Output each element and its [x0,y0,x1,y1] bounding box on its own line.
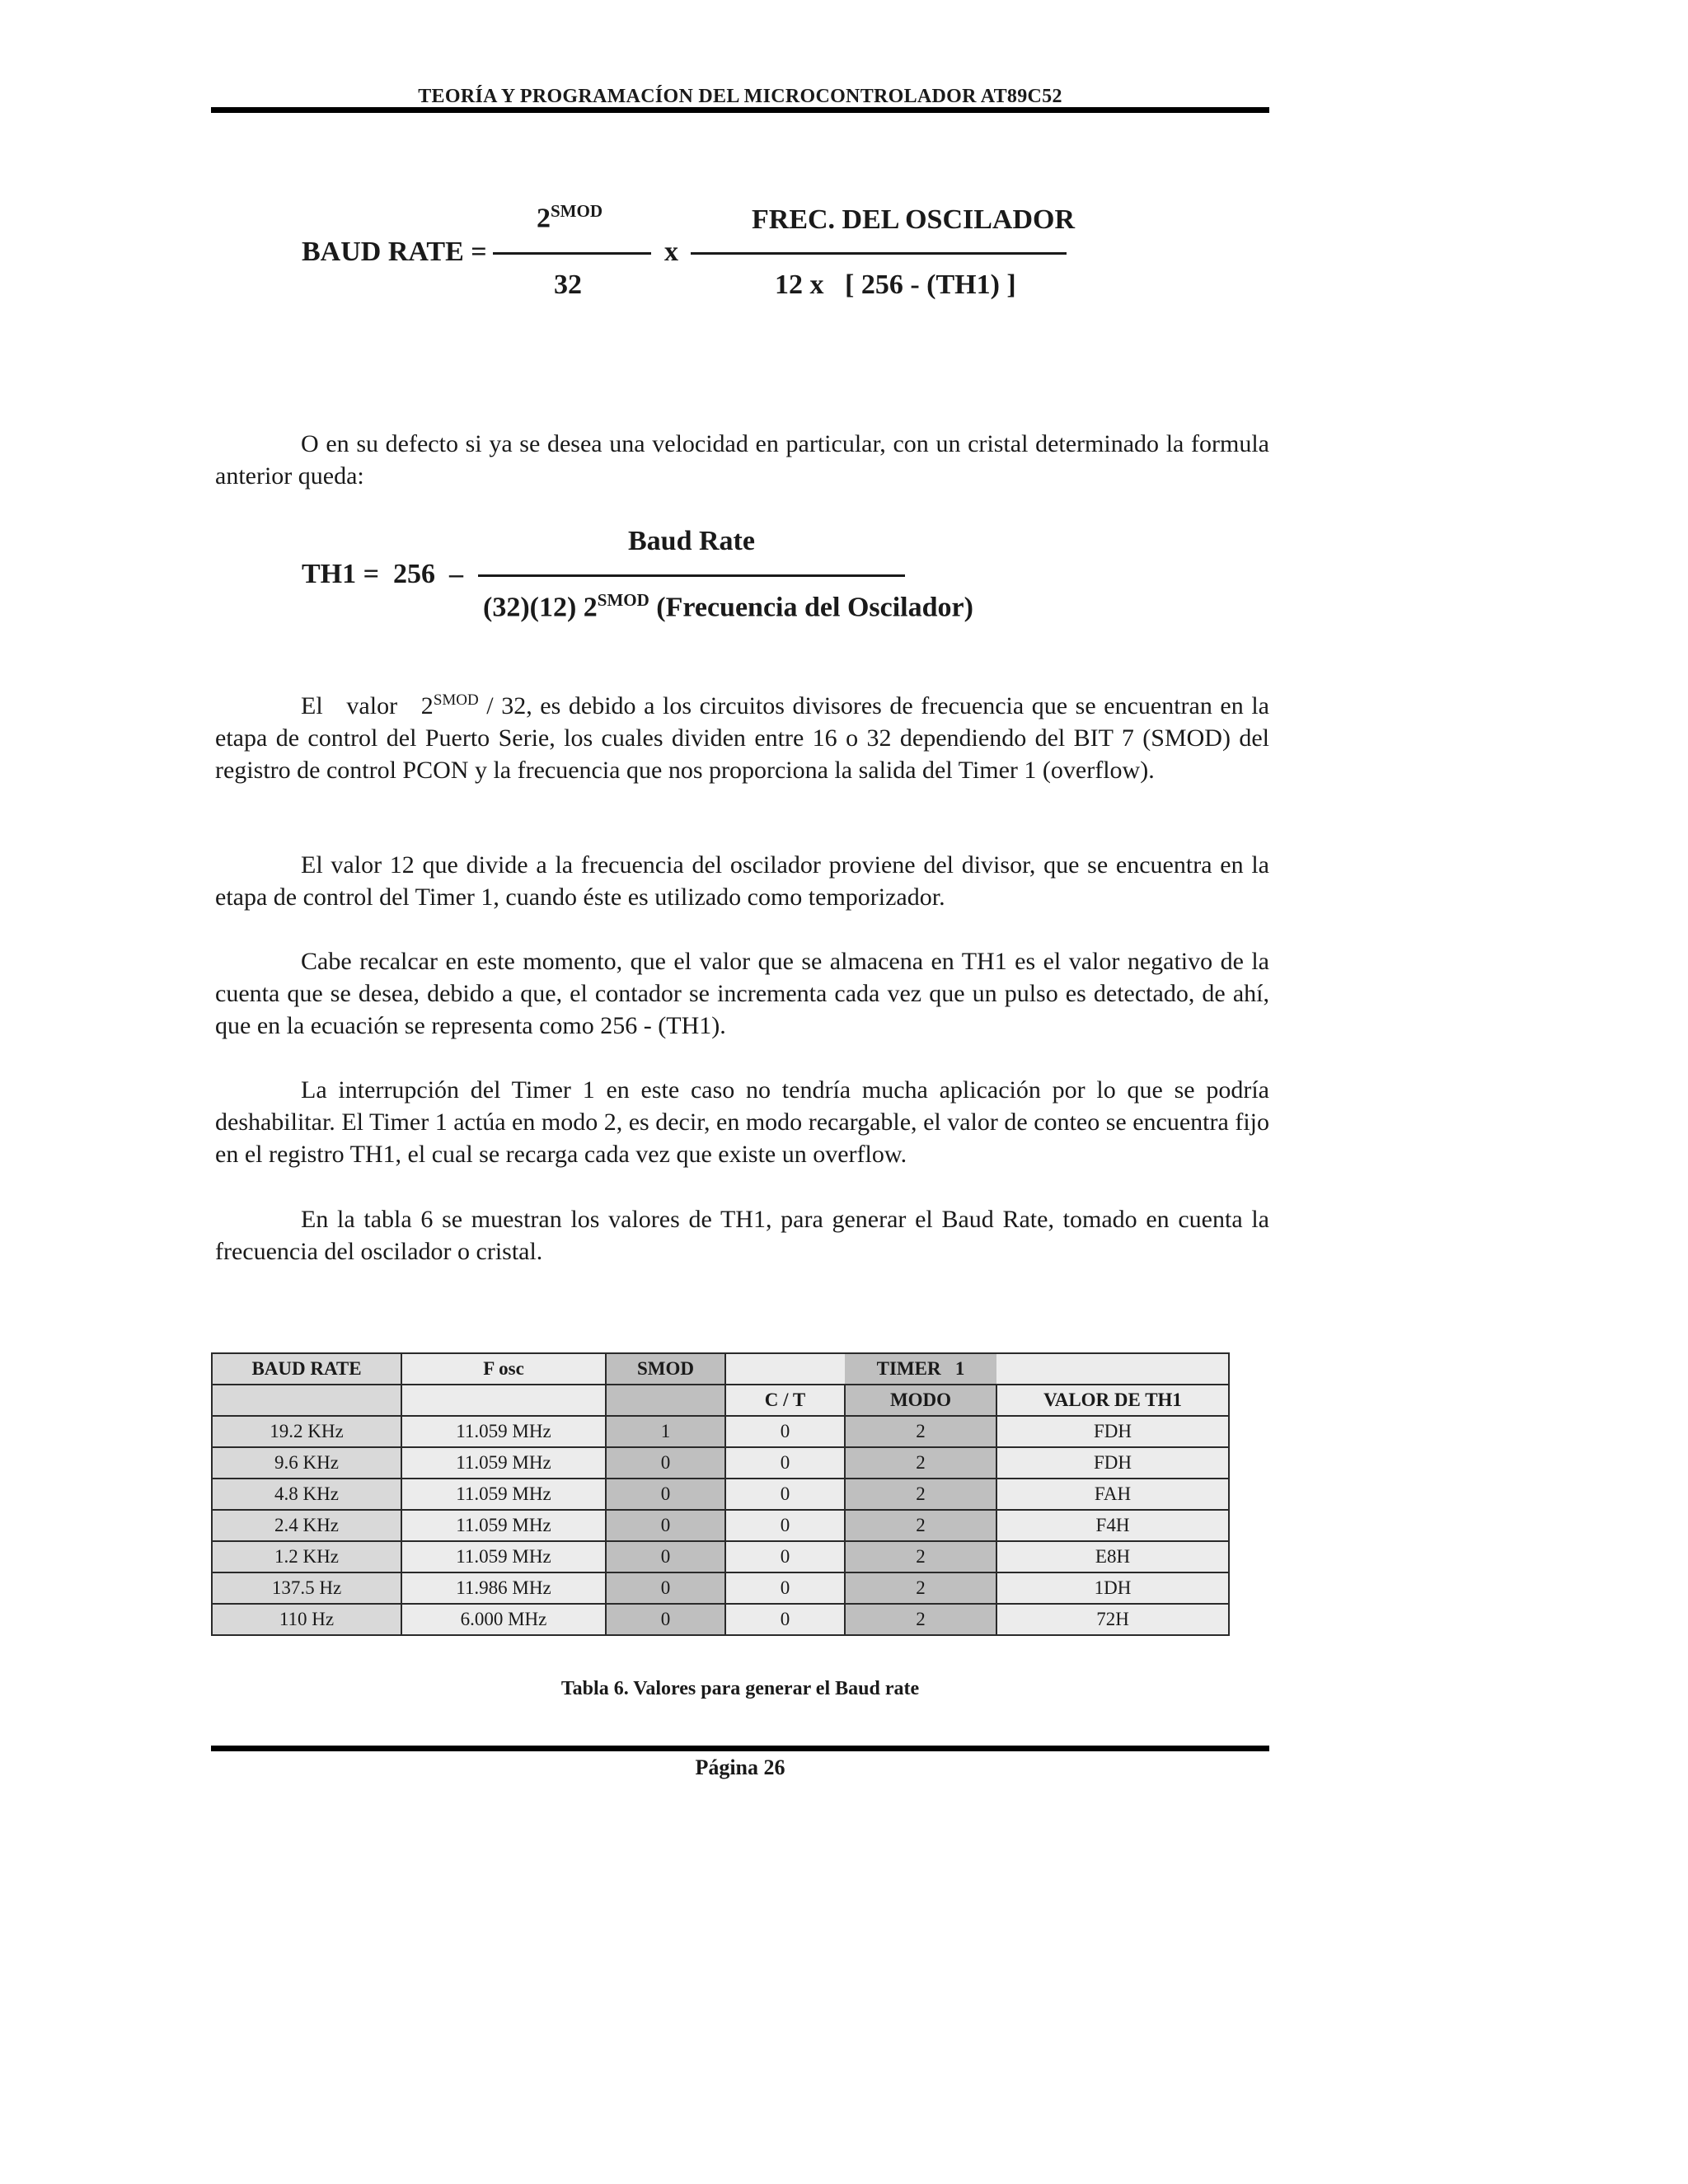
header-fosc: F osc [401,1353,606,1385]
formula1-times: x [664,237,678,267]
baud-rate-table [211,1352,1230,1636]
cell-modo: 2 [845,1510,996,1541]
formula1-lhs: BAUD RATE = [302,237,487,267]
cell-fosc: 11.059 MHz [401,1416,606,1447]
cell-ct: 0 [725,1604,845,1635]
cell-ct: 0 [725,1510,845,1541]
cell-modo: 2 [845,1416,996,1447]
cell-modo: 2 [845,1541,996,1572]
cell-th1: 1DH [996,1572,1229,1604]
cell-modo: 2 [845,1604,996,1635]
cell-baud-rate: 2.4 KHz [212,1510,401,1541]
paragraph-table-intro: En la tabla 6 se muestran los valores de TH1, para generar el Baud Rate, tomado en cuenta la frecuencia del oscilador o cristal. [215,1206,1269,1265]
cell-fosc: 11.059 MHz [401,1479,606,1510]
paragraph-divisor-12: El valor 12 que divide a la frecuencia del oscilador proviene del divisor, que se encuentra en la etapa de control del Timer 1, cuando éste es utilizado como temporizador. [215,851,1269,911]
paragraph-smod-explanation: El valor $2^{SMOD} / 32$, es debido a los circuitos divisores de frecuencia que se encuentran en la etapa de control del Puerto Serie, los cuales dividen entre 16 o 32 dependiendo del BIT 7 (SMOD) del registro de control PCON y la frecuencia que nos proporciona la salida del Timer 1 (overflow). [215,691,1269,784]
header-timer-blank [725,1353,845,1385]
cell-ct: 0 [725,1416,845,1447]
header-blank-fosc [401,1385,606,1416]
table-header-row-1 [212,1353,1229,1385]
cell-baud-rate: 137.5 Hz [212,1572,401,1604]
page-number: Página 26 [695,1755,785,1779]
table-row [212,1572,1229,1604]
table-row [212,1479,1229,1510]
cell-smod: 0 [606,1572,725,1604]
cell-th1: E8H [996,1541,1229,1572]
cell-smod: 0 [606,1447,725,1479]
cell-smod: 0 [606,1479,725,1510]
table-row [212,1510,1229,1541]
formula1-numerator-2: FREC. DEL OSCILADOR [752,204,1076,235]
cell-modo: 2 [845,1447,996,1479]
cell-smod: 0 [606,1604,725,1635]
header-baud-rate: BAUD RATE [212,1353,401,1385]
header-timer1: TIMER 1 [845,1353,996,1385]
table-header-row-2 [212,1385,1229,1416]
header-timer-blank-2 [996,1353,1229,1385]
cell-fosc: 11.059 MHz [401,1541,606,1572]
formula2-fraction-line [478,574,905,577]
cell-th1: F4H [996,1510,1229,1541]
cell-baud-rate: 4.8 KHz [212,1479,401,1510]
cell-th1: FAH [996,1479,1229,1510]
paragraph-timer1-interrupt: La interrupción del Timer 1 en este caso no tendría mucha aplicación por lo que se podría deshabilitar. El Timer 1 actúa en modo 2, es decir, en modo recargable, el valor de conteo se encuentra fijo en el registro TH1, el cual se recarga cada vez que existe un overflow. [215,1076,1269,1168]
formula2-numerator: Baud Rate [628,526,755,556]
cell-smod: 0 [606,1541,725,1572]
cell-baud-rate: 110 Hz [212,1604,401,1635]
cell-ct: 0 [725,1572,845,1604]
cell-baud-rate: 1.2 KHz [212,1541,401,1572]
header-blank-baud [212,1385,401,1416]
header-ct: C / T [725,1385,845,1416]
table-row [212,1604,1229,1635]
cell-th1: FDH [996,1416,1229,1447]
cell-fosc: 6.000 MHz [401,1604,606,1635]
formula1-numerator-1: $2^{SMOD}$ [537,201,603,234]
page-header-title: TEORÍA Y PROGRAMACÍON DEL MICROCONTROLADOR AT89C52 [418,86,1062,107]
cell-ct: 0 [725,1541,845,1572]
paragraph-th1-negative: Cabe recalcar en este momento, que el valor que se almacena en TH1 es el valor negativo de la cuenta que se desea, debido a que, el contador se incrementa cada vez que un pulso es detectado, de ahí, que en la ecuación se representa como 256 - (TH1). [215,948,1269,1039]
cell-fosc: 11.059 MHz [401,1447,606,1479]
cell-smod: 1 [606,1416,725,1447]
header-blank-smod [606,1385,725,1416]
formula1-denominator-2: 12 x [ 256 - (TH1) ] [775,269,1016,300]
table-row [212,1541,1229,1572]
header-modo: MODO [845,1385,996,1416]
cell-ct: 0 [725,1447,845,1479]
table-caption: Tabla 6. Valores para generar el Baud rate [560,1678,920,1699]
cell-fosc: 11.059 MHz [401,1510,606,1541]
cell-smod: 0 [606,1510,725,1541]
cell-modo: 2 [845,1479,996,1510]
table-row [212,1416,1229,1447]
cell-th1: FDH [996,1447,1229,1479]
footer-rule [211,1746,1269,1751]
header-rule [211,107,1269,113]
cell-modo: 2 [845,1572,996,1604]
table-row [212,1447,1229,1479]
cell-baud-rate: 9.6 KHz [212,1447,401,1479]
cell-th1: 72H [996,1604,1229,1635]
formula1-fraction-line-1 [493,252,651,255]
header-smod: SMOD [606,1353,725,1385]
formula2-denominator: (32)(12) $2^{SMOD}$ (Frecuencia del Oscilador) [483,590,973,623]
header-valor-th1: VALOR DE TH1 [996,1385,1229,1416]
formula1-denominator-1: 32 [554,269,582,300]
cell-baud-rate: 19.2 KHz [212,1416,401,1447]
cell-ct: 0 [725,1479,845,1510]
formula1-fraction-line-2 [691,252,1067,255]
paragraph-intro-formula2: O en su defecto si ya se desea una velocidad en particular, con un cristal determinado la formula anterior queda: [215,430,1269,490]
formula2-lhs: TH1 = 256 – [302,559,463,589]
cell-fosc: 11.986 MHz [401,1572,606,1604]
